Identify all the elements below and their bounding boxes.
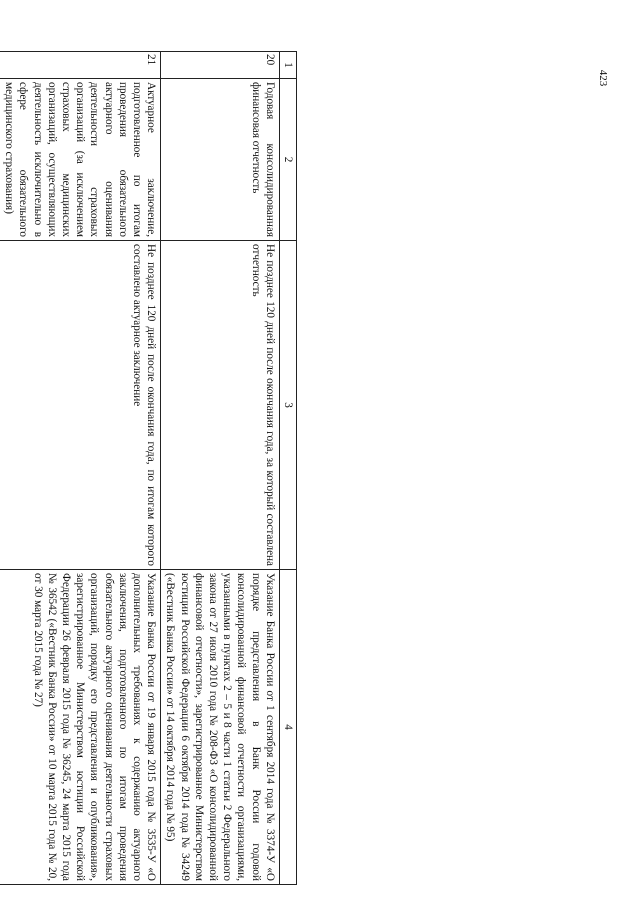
report-deadline: Не позднее 120 дней после окончания года, по итогам которого составлено актуарное заключение xyxy=(0,241,161,570)
column-number-header-row xyxy=(279,52,296,885)
column-number-2: 2 xyxy=(279,79,296,241)
table-row xyxy=(161,52,280,885)
legal-basis: Указание Банка России от 1 сентября 2014 года № 3374-У «О порядке представления в Банк России годовой консолидированной финансовой отчетности организациями, указанными в пунктах 2 – 5 и 8 части 1 статьи 2 Федерального закона от 27 июля 2010 года № 208-ФЗ «О консолидированной финансовой отчетности», зарегистрированное Министерством юстиции Российской Федерации 6 октября 2014 года № 34249 («Вестник Банка России» от 14 октября 2014 года № 95) xyxy=(161,570,280,885)
report-deadline: Не позднее 120 дней после окончания года, за который составлена отчетность xyxy=(161,241,280,570)
row-number: 21 xyxy=(0,52,161,79)
table-row xyxy=(0,52,161,885)
column-number-1: 1 xyxy=(279,52,296,79)
page-number: 423 xyxy=(597,69,609,87)
reporting-table xyxy=(0,51,297,885)
legal-basis: Указание Банка России от 19 января 2015 года № 3535-У «О дополнительных требованиях к содержанию актуарного заключения, подготовленного по итогам проведения обязательного актуарного оценивания деятельности страховых организаций, порядку его представления и опубликования», зарегистрированное Министерством юстиции Российской Федерации 26 февраля 2015 года № 36245, 24 марта 2015 года № 36542 («Вестник Банка России» от 10 марта 2015 года № 20, от 30 марта 2015 года № 27) xyxy=(0,570,161,885)
column-number-4: 4 xyxy=(279,570,296,885)
rotated-table-container xyxy=(3,51,297,884)
row-number: 20 xyxy=(161,52,280,79)
report-name: Годовая консолидированная финансовая отчетность xyxy=(161,79,280,241)
column-number-3: 3 xyxy=(279,241,296,570)
report-name: Актуарное заключение, подготовленное по итогам проведения обязательного актуарного оценивания деятельности страховых организаций (за исключением страховых медицинских организаций, осуществляющих деятельность исключительно в сфере обязательного медицинского страхования) xyxy=(0,79,161,241)
